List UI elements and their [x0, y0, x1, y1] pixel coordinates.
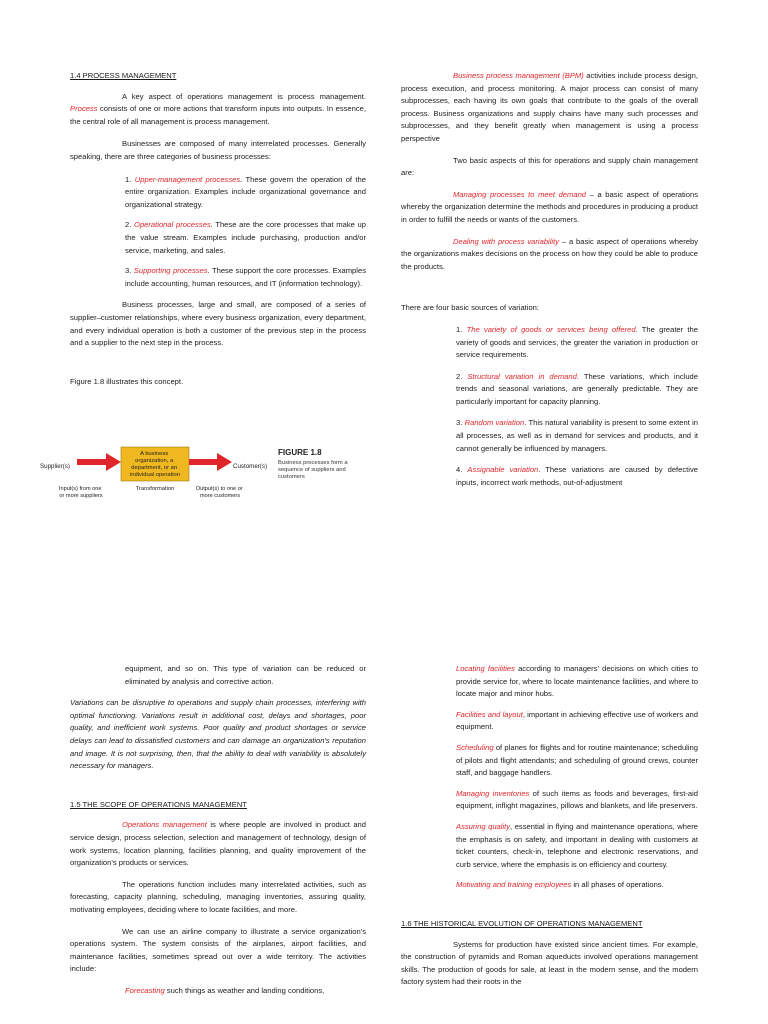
list-item [125, 265, 366, 290]
item-number: 1. [125, 174, 135, 184]
term-process: Process [70, 104, 98, 114]
section-heading-1-5: 1.5 THE SCOPE OF OPERATIONS MANAGEMENT [70, 799, 247, 809]
term-variety: The variety of goods or services being offered [466, 324, 636, 334]
text: consists of one or more actions that transform inputs into outputs. In essence, the central role of all management is process management. [70, 104, 366, 126]
transformation-label: Transformation [135, 486, 175, 492]
item-text: . These are the core processes that make up the value stream. Examples include purchasing, production and/or service, marketing, and sales. [125, 220, 366, 255]
aspects-paragraph: Two basic aspects of this for operations and supply chain management are: [401, 155, 698, 178]
inputs-line: or more suppliers [59, 493, 103, 499]
item-text: , essential in flying and maintenance operations, where the emphasis is on safety, and important in dealing with customers at ticket counters, check-in, telephone and electronic reservations, and curb service, where the emphasis is on efficiency and courtesy. [456, 821, 698, 869]
list-item [456, 879, 698, 892]
list-item [456, 324, 698, 362]
figure-title: FIGURE 1.8 [278, 448, 322, 457]
category-list [125, 174, 366, 291]
text: – a basic aspect of operations whereby the organizations makes decisions on the process on how they could be able to produce the products. [401, 236, 698, 271]
item-number: 3. [125, 266, 134, 276]
term-upper-management: Upper-management processes [134, 174, 241, 184]
ops-management-paragraph [70, 819, 366, 869]
item-text: . These support the core processes. Examples include accounting, human resources, and IT (information technology). [125, 266, 366, 288]
term-managing-processes: Managing processes to meet demand [453, 189, 587, 199]
outputs-line: Output(s) to one or [195, 486, 243, 492]
text: activities include process design, process execution, and process monitoring. A major process can consist of many subprocesses, each having its own goals that contribute to the goals of the overall process. Business organizations and supply chains have many such processes and subprocesses, and they benefit greatly when management is using a process perspective [401, 71, 698, 143]
box-line: A business [140, 451, 169, 457]
historical-paragraph: Systems for production have existed since ancient times. For example, the construction of pyramids and Roman aqueducts involved operations management skills. The production of goods for sale, at least in the modern sense, and the modern factory system had their roots in the [401, 939, 698, 987]
customer-label: Customer(s) [233, 463, 268, 470]
item-text: in all phases of operations. [571, 880, 664, 890]
term-locating-facilities: Locating facilities [456, 664, 515, 673]
term-process-variability: Dealing with process variability [453, 236, 560, 246]
section-heading-1-6: 1.6 THE HISTORICAL EVOLUTION OF OPERATIONS MANAGEMENT [401, 918, 643, 928]
page1-right-column [401, 70, 698, 489]
intro-paragraph [70, 91, 366, 129]
outputs-label [196, 486, 245, 499]
list-item [456, 417, 698, 455]
term-facilities-layout: Facilities and layout [456, 709, 523, 719]
text: is where people are involved in product and service design, process selection, selection and management of technology, design of work systems, location planning, facilities planning, and quality improvement of the organization's products or services. [70, 820, 366, 868]
categories-paragraph: Businesses are composed of many interrelated processes. Generally speaking, there are three categories of business processes: [70, 139, 366, 161]
figure-1-8 [37, 444, 377, 504]
item-number: 3. [456, 418, 465, 428]
box-line: department, or an [131, 465, 178, 471]
item-text: . These variations, which include trends and seasonal variations, are generally predictable. They are particularly important for capacity planning. [456, 371, 698, 406]
figure-caption [278, 460, 349, 480]
figure-reference: Figure 1.8 illustrates this concept. [70, 376, 184, 386]
item-number: 4. [456, 465, 468, 475]
text: such things as weather and landing conditions, [164, 985, 325, 995]
list-item [456, 742, 698, 780]
caption-line: Business processes form a [278, 460, 348, 466]
list-item [125, 219, 366, 257]
list-item [456, 788, 698, 813]
term-random: Random variation [464, 418, 525, 428]
item-text: , important in achieving effective use of workers and equipment. [456, 709, 698, 732]
item-text: according to managers' decisions on which cities to provide service for, where to locate maintenance facilities, and where to locate major and minor hubs. [456, 664, 698, 699]
item-text: . These variations are caused by defective inputs, incorrect work methods, out-of-adjustment [456, 465, 698, 487]
airline-paragraph: We can use an airline company to illustrate a service organization's operations system. The system consists of the airplanes, airport facilities, and maintenance facilities, sometimes spread out over a wide territory. The activities include: [70, 926, 366, 974]
item-text: of planes for flights and for routine maintenance; scheduling of pilots and flight attendants; and scheduling of ground crews, counter staff, and baggage handlers. [456, 742, 698, 778]
list-item [125, 174, 366, 212]
variability-paragraph [401, 236, 698, 274]
term-managing-inventories: Managing inventories [456, 788, 530, 798]
term-operational: Operational processes [134, 220, 211, 230]
sources-intro: There are four basic sources of variation: [401, 303, 540, 313]
input-arrow [77, 453, 121, 471]
managing-processes-paragraph [401, 189, 698, 227]
list-item [456, 663, 698, 701]
text: A key aspect of operations management is process management. [122, 91, 366, 101]
term-bpm: Business process management (BPM) [453, 71, 584, 80]
term-supporting: Supporting processes [133, 266, 208, 276]
bpm-paragraph [401, 70, 698, 146]
page1-left-column [70, 70, 366, 388]
text: – a basic aspect of operations whereby the organization determine the methods and procedures in producing a product in order to fulfill the needs or wants of the customers. [401, 189, 698, 224]
page2-left-column [70, 663, 366, 997]
list-item [456, 371, 698, 409]
term-operations-management: Operations management [122, 820, 207, 830]
list-item [456, 464, 698, 489]
variation-sources-list [456, 324, 698, 490]
item-text: of such items as foods and beverages, first-aid equipment, inflight magazines, pillows and blankets, and life preservers. [456, 788, 698, 811]
page2-right-column [401, 663, 698, 989]
inputs-line: Input(s) from one [58, 486, 102, 492]
box-line: organization, a [135, 458, 174, 464]
item-text: . The greater the variety of goods and services, the greater the variation in production or service requirements. [456, 324, 698, 360]
supplier-customer-paragraph: Business processes, large and small, are composed of a series of supplier–customer relationships, where every business organization, every department, and every individual operation is both a customer of the previous step in the process and a supplier to the next step in the process. [70, 300, 366, 348]
forecasting-item [125, 985, 366, 998]
item-text: . This natural variability is present to some extent in all processes, as well as in demand for services and products, and it cannot generally be influenced by managers. [456, 418, 698, 453]
list-item [456, 709, 698, 734]
box-line: individual operation [130, 472, 180, 478]
ops-function-paragraph: The operations function includes many interrelated activities, such as forecasting, capacity planning, scheduling, managing inventories, assuring quality, motivating employees, deciding where to locate facilities, and more. [70, 879, 366, 914]
item-number: 2. [125, 220, 135, 230]
outputs-line: more customers [199, 493, 241, 499]
caption-line: customers [278, 474, 305, 480]
item-number: 1. [456, 324, 467, 334]
item-text: . These govern the operation of the entire organization. Examples include organizational governance and organizational strategy. [125, 174, 366, 209]
item-number: 2. [456, 371, 468, 381]
term-assignable: Assignable variation [467, 465, 539, 475]
output-arrow [189, 453, 232, 471]
section-heading-1-4: 1.4 PROCESS MANAGEMENT [70, 71, 177, 80]
term-structural: Structural variation in demand [467, 371, 577, 381]
term-forecasting: Forecasting [125, 985, 165, 995]
inputs-label [59, 486, 103, 499]
list-item [456, 821, 698, 871]
supplier-label: Supplier(s) [40, 463, 70, 470]
term-scheduling: Scheduling [456, 742, 494, 752]
airline-activities-list [456, 663, 698, 892]
caption-line: sequence of suppliers and [278, 467, 346, 473]
variation-continued: equipment, and so on. This type of variation can be reduced or eliminated by analysis and corrective action. [125, 664, 366, 686]
term-motivating-training: Motivating and training employees [456, 880, 572, 890]
variations-italic-paragraph: Variations can be disruptive to operations and supply chain processes, interfering with optimal functioning. Variations result in additional cost, delays and shortages, poor quality, and inefficient work systems. Poor quality and product shortages or service delays can lead to dissatisfied customers and can damage an organization's reputation and image. It is not surprising, then, that the ability to deal with variability is absolutely necessary for managers. [70, 698, 366, 771]
term-assuring-quality: Assuring quality [456, 821, 511, 831]
